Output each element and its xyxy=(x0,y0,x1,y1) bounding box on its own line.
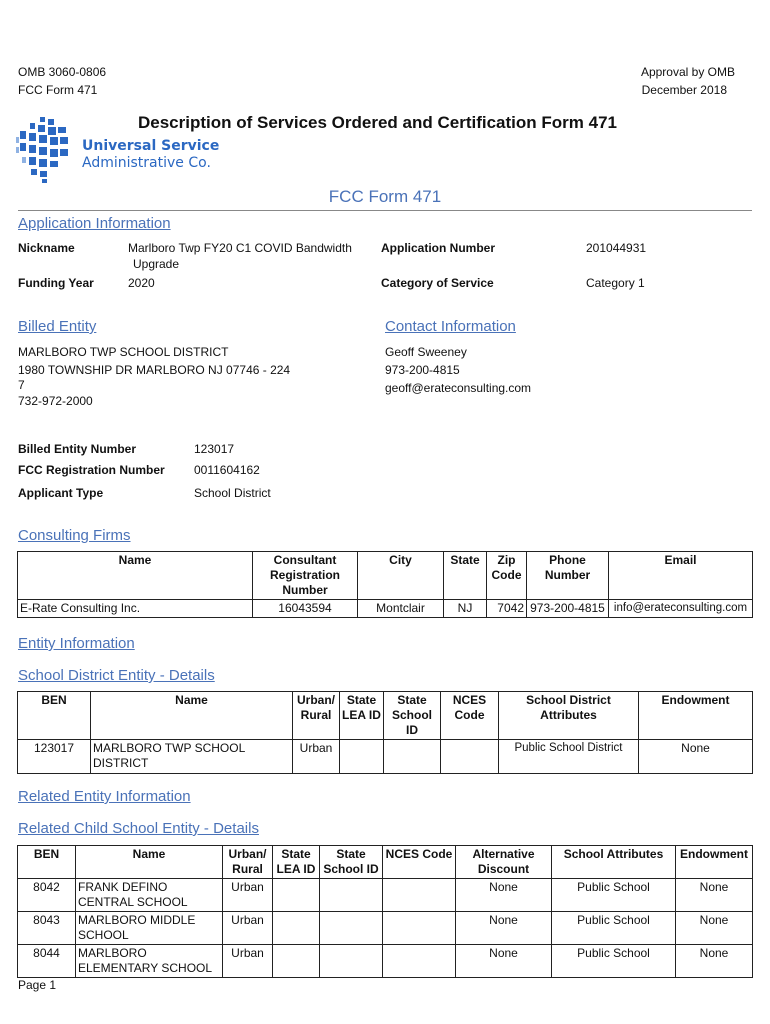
consultant-phone: 973-200-4815 xyxy=(527,600,609,618)
child-endowment: None xyxy=(676,912,753,945)
col-consultant-reg: Consultant Registration Number xyxy=(253,552,358,600)
omb-approval: Approval by OMB xyxy=(640,65,735,79)
col-urban-rural: Urban/ Rural xyxy=(223,846,273,879)
col-name: Name xyxy=(18,552,253,600)
ben-value: 123017 xyxy=(194,442,235,456)
col-ben: BEN xyxy=(18,846,76,879)
consultant-city: Montclair xyxy=(358,600,444,618)
form-number: FCC Form 471 xyxy=(18,83,98,97)
consulting-firms-heading: Consulting Firms xyxy=(18,527,131,544)
child-ben: 8043 xyxy=(18,912,76,945)
col-endowment: Endowment xyxy=(639,692,753,740)
table-header-row xyxy=(18,692,753,740)
billed-entity-address-2: 7 xyxy=(18,378,25,392)
billed-entity-phone: 732-972-2000 xyxy=(18,394,93,408)
col-urban-rural: Urban/ Rural xyxy=(293,692,340,740)
table-row xyxy=(18,945,753,978)
col-nces-code: NCES Code xyxy=(383,846,456,879)
consultant-name: E-Rate Consulting Inc. xyxy=(18,600,253,618)
table-row xyxy=(18,740,753,774)
child-nces xyxy=(383,912,456,945)
child-school-id xyxy=(320,912,383,945)
district-name: MARLBORO TWP SCHOOL DISTRICT xyxy=(91,740,293,774)
consultant-reg-number: 16043594 xyxy=(253,600,358,618)
district-urban: Urban xyxy=(293,740,340,774)
table-row xyxy=(18,600,753,618)
category-value: Category 1 xyxy=(586,276,645,290)
page-title: Description of Services Ordered and Certification Form 471 xyxy=(138,113,617,132)
funding-year-value: 2020 xyxy=(128,276,155,290)
contact-email[interactable]: geoff@erateconsulting.com xyxy=(385,381,532,395)
logo-line2: Administrative Co. xyxy=(82,155,211,171)
child-nces xyxy=(383,945,456,978)
child-name: MARLBORO ELEMENTARY SCHOOL xyxy=(76,945,223,978)
usac-logo-icon xyxy=(16,117,76,183)
ben-label: Billed Entity Number xyxy=(18,442,137,456)
col-name: Name xyxy=(91,692,293,740)
contact-phone: 973-200-4815 xyxy=(385,363,460,377)
child-nces xyxy=(383,879,456,912)
child-school-heading: Related Child School Entity - Details xyxy=(18,820,259,837)
district-attributes: Public School District xyxy=(499,740,639,774)
child-name: FRANK DEFINO CENTRAL SCHOOL xyxy=(76,879,223,912)
district-ben: 123017 xyxy=(18,740,91,774)
related-entity-heading: Related Entity Information xyxy=(18,788,191,805)
col-state-lea-id: State LEA ID xyxy=(340,692,384,740)
child-attributes: Public School xyxy=(552,879,676,912)
child-attributes: Public School xyxy=(552,912,676,945)
contact-info-heading: Contact Information xyxy=(385,318,516,335)
child-alt-discount: None xyxy=(456,945,552,978)
child-urban: Urban xyxy=(223,912,273,945)
child-school-table xyxy=(17,845,753,978)
fcc-registration-value: 0011604162 xyxy=(194,463,260,477)
table-header-row xyxy=(18,846,753,879)
col-state-lea-id: State LEA ID xyxy=(273,846,320,879)
child-alt-discount: None xyxy=(456,879,552,912)
form-title: FCC Form 471 xyxy=(328,187,442,206)
child-lea-id xyxy=(273,912,320,945)
application-number-label: Application Number xyxy=(381,241,496,255)
consultant-zip: 7042 xyxy=(487,600,527,618)
application-info-heading: Application Information xyxy=(18,215,171,232)
child-ben: 8044 xyxy=(18,945,76,978)
applicant-type-label: Applicant Type xyxy=(18,486,104,500)
child-name: MARLBORO MIDDLE SCHOOL xyxy=(76,912,223,945)
consultant-email[interactable]: info@erateconsulting.com xyxy=(609,600,753,618)
child-lea-id xyxy=(273,879,320,912)
fcc-registration-label: FCC Registration Number xyxy=(18,463,165,477)
col-city: City xyxy=(358,552,444,600)
child-urban: Urban xyxy=(223,945,273,978)
col-ben: BEN xyxy=(18,692,91,740)
consulting-firms-table xyxy=(17,551,753,618)
application-number-value: 201044931 xyxy=(586,241,647,255)
child-lea-id xyxy=(273,945,320,978)
col-school-attributes: School Attributes xyxy=(552,846,676,879)
title-divider xyxy=(18,210,752,211)
entity-info-heading: Entity Information xyxy=(18,635,135,652)
col-nces-code: NCES Code xyxy=(441,692,499,740)
col-name: Name xyxy=(76,846,223,879)
table-row xyxy=(18,912,753,945)
nickname-label: Nickname xyxy=(18,241,75,255)
child-ben: 8042 xyxy=(18,879,76,912)
col-email: Email xyxy=(609,552,753,600)
logo-line1: Universal Service xyxy=(82,138,220,154)
nickname-value-2: Upgrade xyxy=(133,257,180,271)
nickname-value-1: Marlboro Twp FY20 C1 COVID Bandwidth xyxy=(128,241,352,255)
district-endowment: None xyxy=(639,740,753,774)
child-attributes: Public School xyxy=(552,945,676,978)
col-alternative-discount: Alternative Discount xyxy=(456,846,552,879)
col-state-school-id: State School ID xyxy=(384,692,441,740)
district-entity-table xyxy=(17,691,753,774)
child-endowment: None xyxy=(676,879,753,912)
col-state: State xyxy=(444,552,487,600)
district-nces xyxy=(441,740,499,774)
omb-number: OMB 3060-0806 xyxy=(18,65,107,79)
col-district-attributes: School District Attributes xyxy=(499,692,639,740)
page-number: Page 1 xyxy=(18,978,57,992)
table-header-row xyxy=(18,552,753,600)
contact-name: Geoff Sweeney xyxy=(385,345,467,359)
district-entity-heading: School District Entity - Details xyxy=(18,667,215,684)
child-school-id xyxy=(320,945,383,978)
child-alt-discount: None xyxy=(456,912,552,945)
child-school-id xyxy=(320,879,383,912)
col-phone: Phone Number xyxy=(527,552,609,600)
billed-entity-address-1: 1980 TOWNSHIP DR MARLBORO NJ 07746 - 224 xyxy=(18,363,291,377)
col-state-school-id: State School ID xyxy=(320,846,383,879)
district-lea-id xyxy=(340,740,384,774)
consultant-state: NJ xyxy=(444,600,487,618)
col-zip: Zip Code xyxy=(487,552,527,600)
approval-date: December 2018 xyxy=(641,83,727,97)
category-label: Category of Service xyxy=(381,276,494,290)
table-row xyxy=(18,879,753,912)
col-endowment: Endowment xyxy=(676,846,753,879)
funding-year-label: Funding Year xyxy=(18,276,94,290)
billed-entity-heading: Billed Entity xyxy=(18,318,97,335)
child-urban: Urban xyxy=(223,879,273,912)
applicant-type-value: School District xyxy=(194,486,271,500)
district-school-id xyxy=(384,740,441,774)
billed-entity-name: MARLBORO TWP SCHOOL DISTRICT xyxy=(18,345,229,359)
child-endowment: None xyxy=(676,945,753,978)
